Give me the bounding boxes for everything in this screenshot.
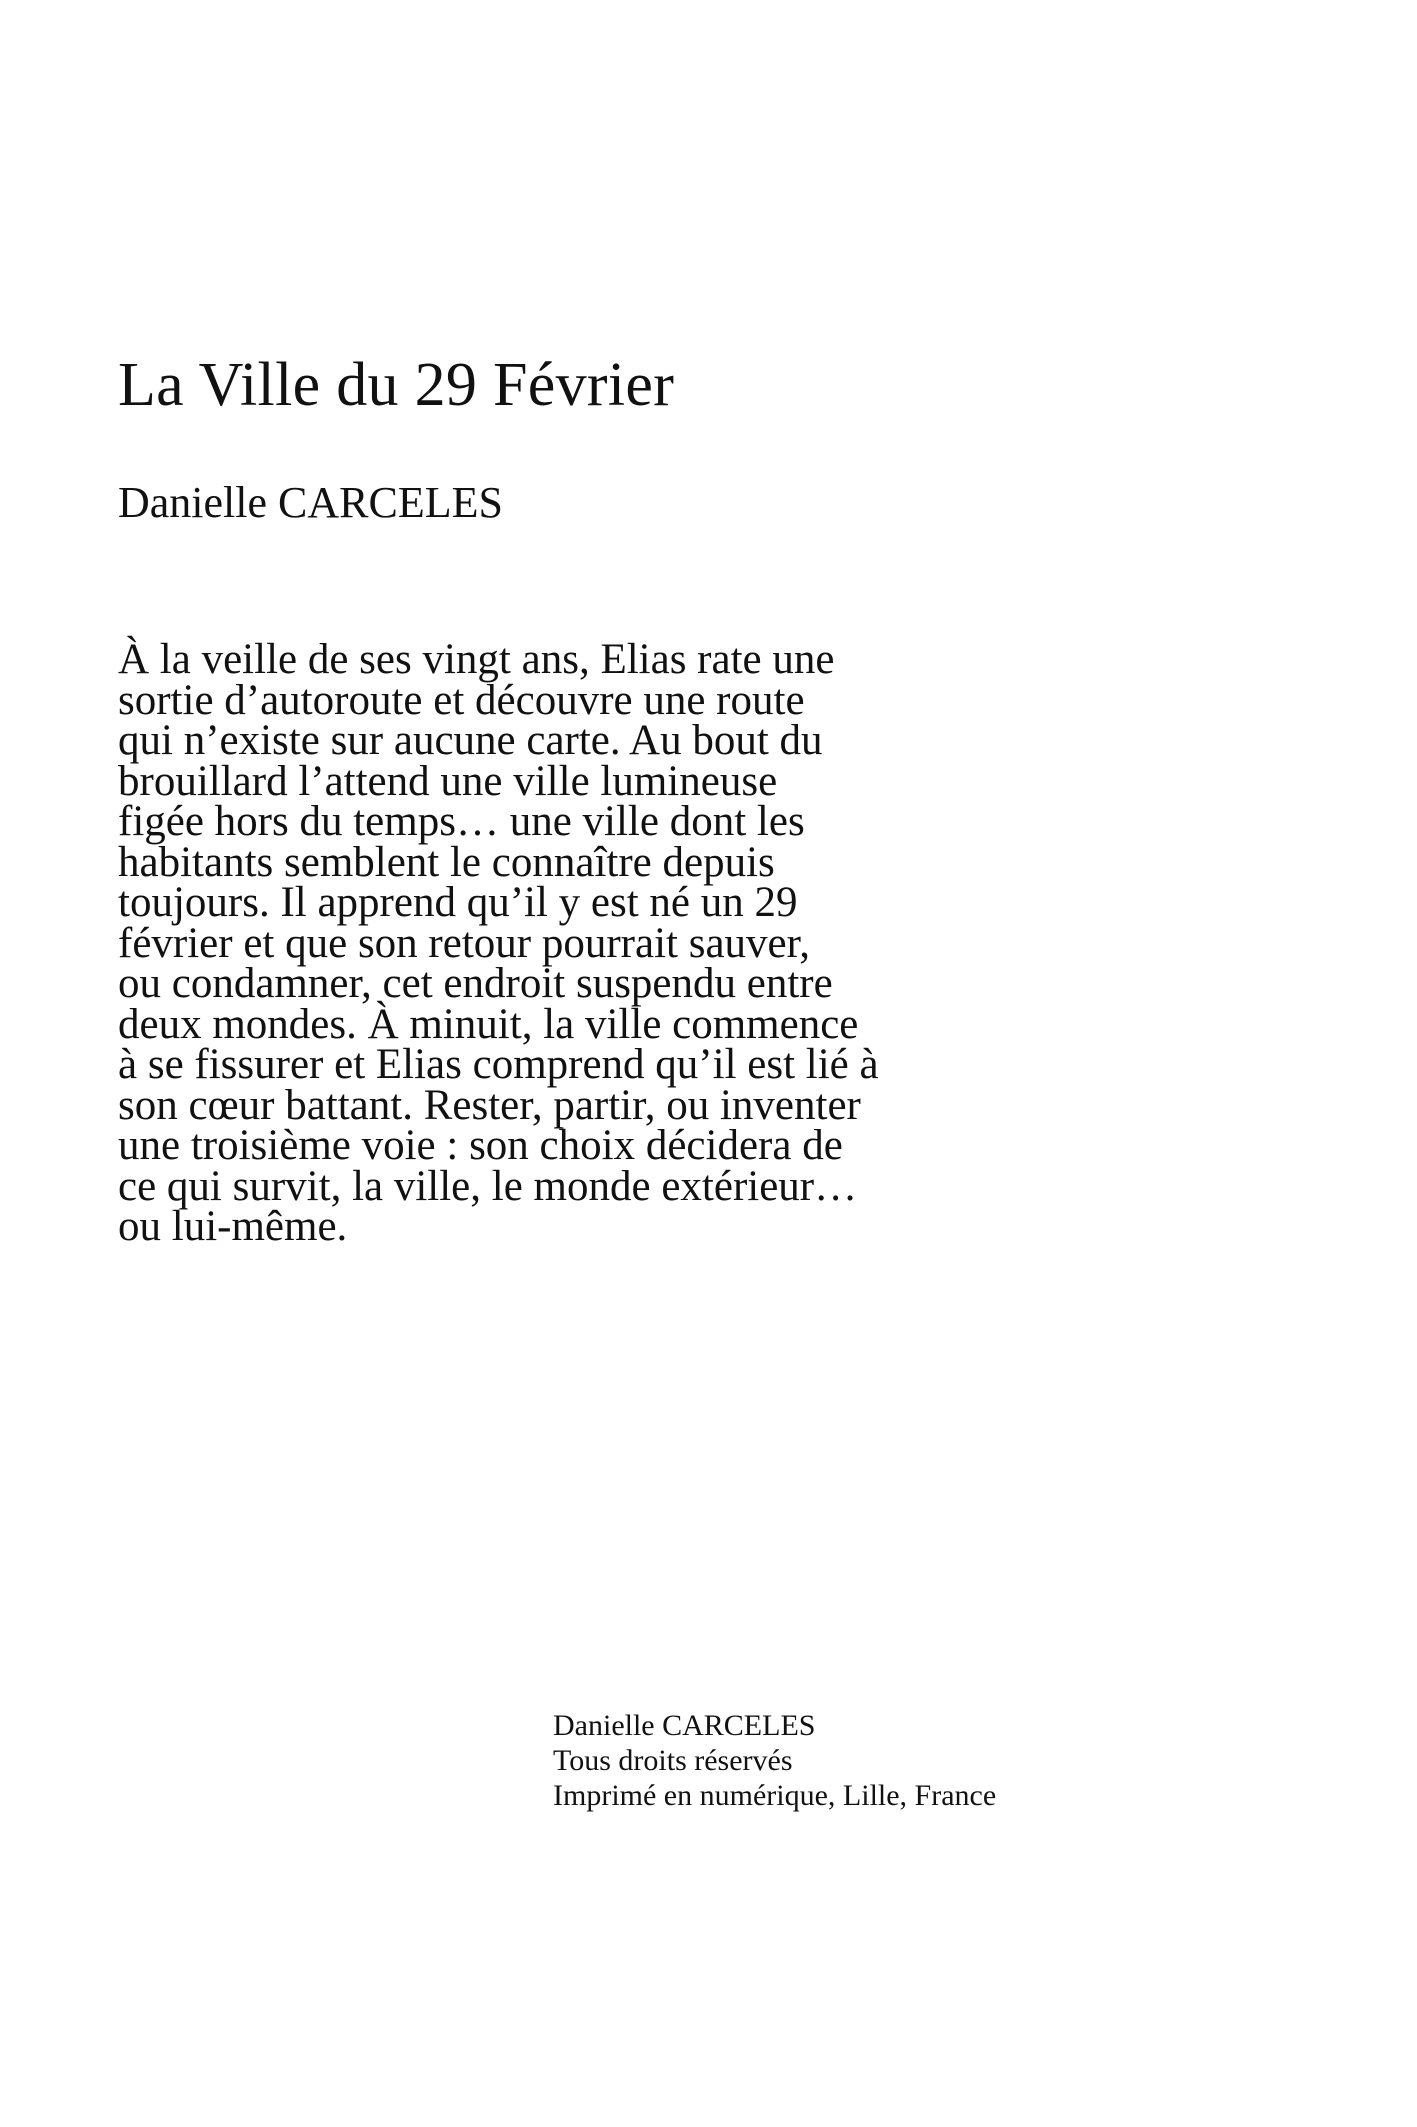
summary-line: sortie d’autoroute et découvre une route <box>118 676 805 724</box>
summary-line: brouillard l’attend une ville lumineuse <box>118 757 778 805</box>
summary-line: toujours. Il apprend qu’il y est né un 29 <box>118 879 798 926</box>
summary-line: figée hors du temps… une ville dont les <box>118 798 805 845</box>
rights-notice: Tous droits réservés <box>553 1744 793 1777</box>
summary-line: ou lui-même. <box>118 1203 348 1250</box>
summary-line: une troisième voie : son choix décidera de <box>118 1122 843 1169</box>
author-name: Danielle CARCELES <box>118 478 503 527</box>
summary-line: février et que son retour pourrait sauver, <box>118 919 810 967</box>
book-title: La Ville du 29 Février <box>118 351 675 419</box>
summary-line: habitants semblent le connaître depuis <box>118 838 775 886</box>
colophon <box>553 1708 996 1813</box>
summary-line: qui n’existe sur aucune carte. Au bout du <box>118 717 823 764</box>
summary-line: ou condamner, cet endroit suspendu entre <box>118 960 833 1007</box>
summary-line: deux mondes. À minuit, la ville commence <box>118 1000 859 1048</box>
summary-line: son cœur battant. Rester, partir, ou inventer <box>118 1081 861 1129</box>
summary-line: ce qui survit, la ville, le monde extérieur… <box>118 1162 858 1210</box>
printing-notice: Imprimé en numérique, Lille, France <box>553 1779 997 1812</box>
summary-line: à se fissurer et Elias comprend qu’il est lié à <box>118 1041 879 1088</box>
back-cover-summary <box>118 636 1058 1250</box>
summary-line: À la veille de ses vingt ans, Elias rate une <box>118 636 835 683</box>
colophon-author: Danielle CARCELES <box>553 1709 816 1742</box>
